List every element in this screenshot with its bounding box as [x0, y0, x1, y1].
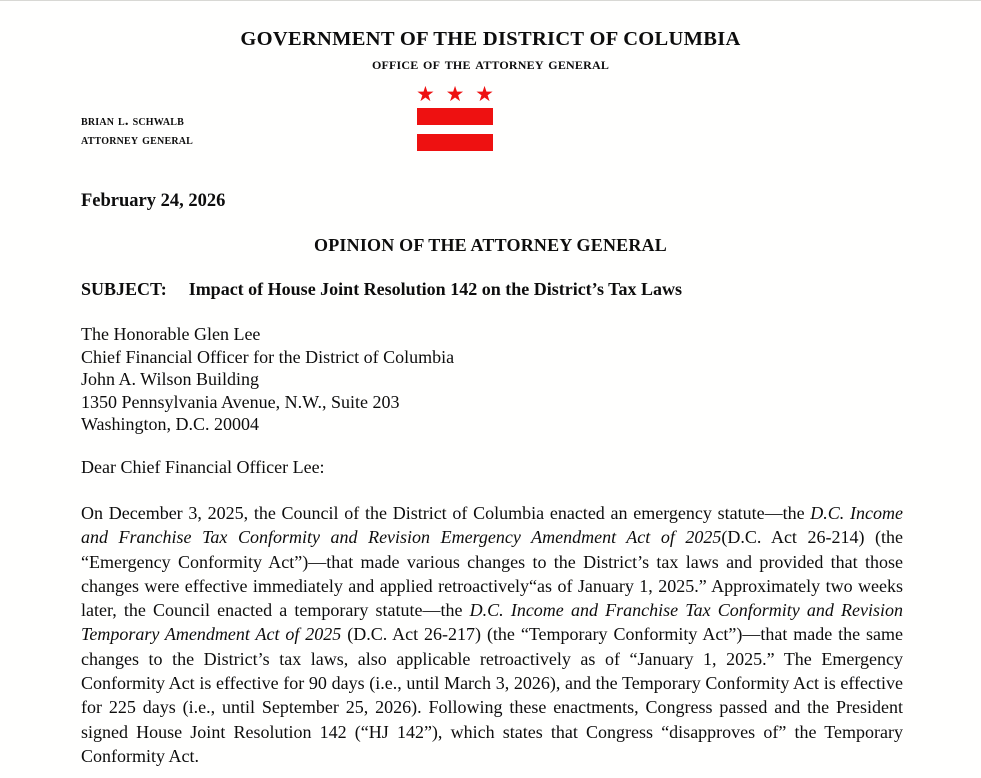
subject-line [81, 278, 682, 300]
masthead-government-line: GOVERNMENT OF THE DISTRICT OF COLUMBIA [240, 28, 741, 50]
body-segment: (D.C. Act 26-217) (the “Temporary Conformity Act”)—that made the same changes to the District’s tax laws, also applicable retroactively as of “January 1, 2025.” The Emergency Conformity Act is effective for 90 days (i.e., until March 3, 2026), and the Temporary Conformity Act is effective for 225 days (i.e., until September 25, 2026). Following these enactments, Congress passed and the President signed House Joint Resolution 142 (“HJ 142”), which states that Congress “disapproves of” the Temporary Conformity Act. [81, 624, 904, 766]
addressee-line: Washington, D.C. 20004 [81, 414, 260, 435]
dc-flag-icon [415, 82, 495, 147]
body-segment: (D.C. Act 26-214) (the “Emergency Conformity Act”)—that made various changes to the District’s tax laws and provided that those changes were effective immediately and applied retroactively“as of January 1, 2025.” Approximately two weeks later, the Council enacted a temporary statute—the [81, 527, 903, 621]
letterhead-name-block [81, 112, 193, 150]
subject-label: SUBJECT: [81, 279, 167, 299]
addressee-line: The Honorable Glen Lee [81, 324, 261, 344]
addressee-block [81, 323, 454, 436]
body-segment: On December 3, 2025, the Council of the District of Columbia enacted an emergency statute—the [81, 503, 811, 523]
body-statute-name-emergency: D.C. Income and Franchise Tax Conformity and Revision Emergency Amendment Act of 2025 [81, 503, 903, 548]
letterhead-title: attorney general [81, 132, 194, 148]
dc-flag-stars [416, 82, 494, 106]
salutation: Dear Chief Financial Officer Lee: [81, 457, 325, 477]
star-icon: ★ [445, 82, 465, 106]
masthead [0, 27, 981, 74]
masthead-office-line: office of the attorney general [371, 53, 610, 73]
body-paragraph-1 [81, 501, 903, 768]
star-icon: ★ [416, 82, 435, 106]
addressee-line: John A. Wilson Building [81, 369, 259, 390]
dc-flag-bar-upper [417, 108, 493, 125]
dc-flag-bar-lower [417, 134, 493, 151]
body-statute-name-temporary: D.C. Income and Franchise Tax Conformity and Revision Temporary Amendment Act of 2025 [81, 600, 903, 645]
letter-date: February 24, 2026 [81, 191, 226, 211]
star-icon: ★ [475, 82, 494, 106]
addressee-line: Chief Financial Officer for the District of Columbia [81, 346, 455, 367]
letterhead-name: brian l. schwalb [81, 113, 184, 129]
subject-text: Impact of House Joint Resolution 142 on the District’s Tax Laws [188, 279, 683, 299]
page-title: OPINION OF THE ATTORNEY GENERAL [314, 235, 667, 255]
addressee-line: 1350 Pennsylvania Avenue, N.W., Suite 203 [81, 391, 400, 412]
